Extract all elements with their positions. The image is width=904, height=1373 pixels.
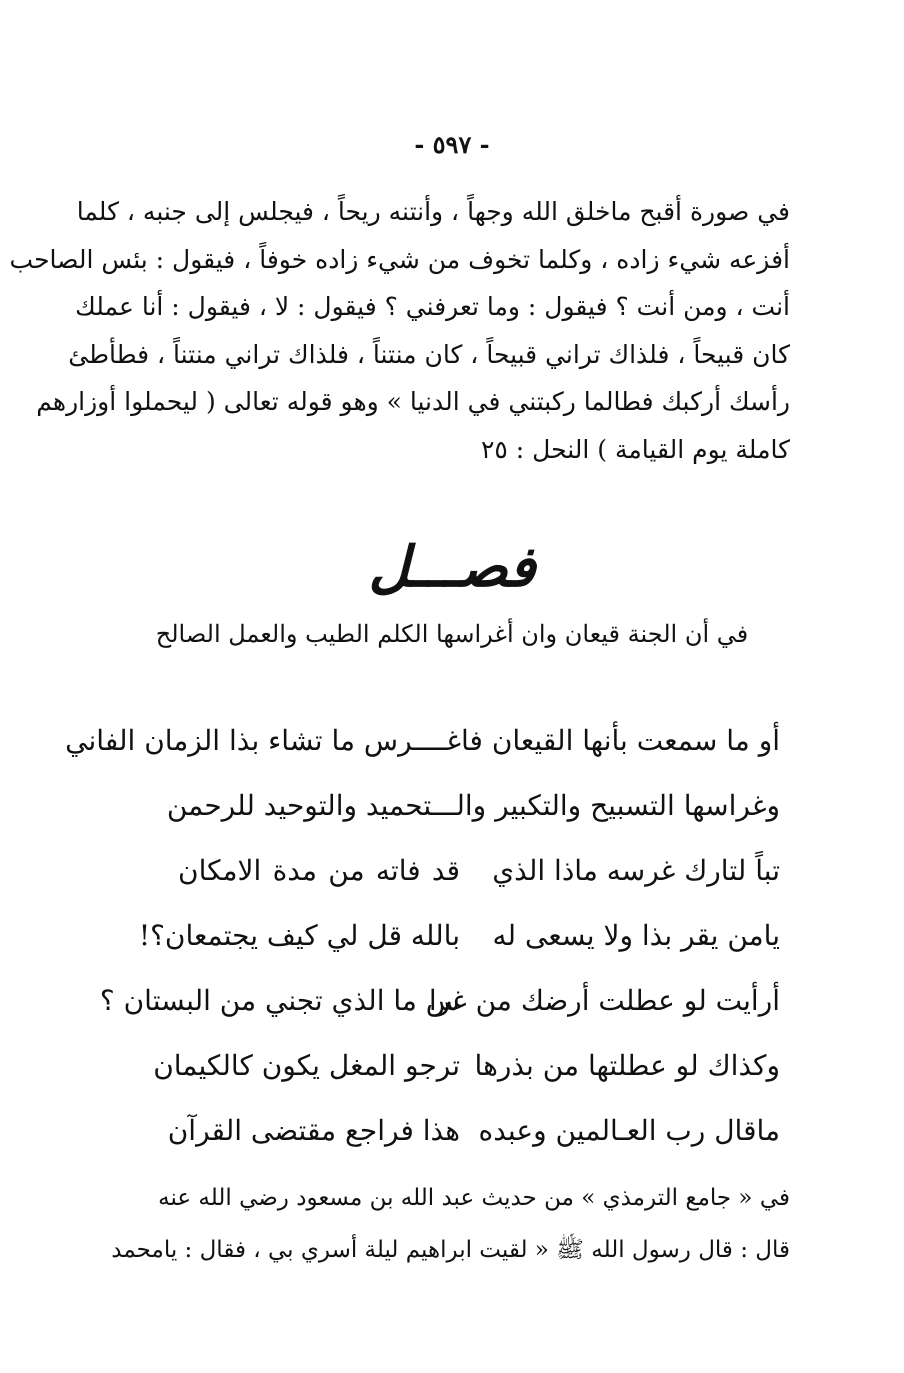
hemistich-second: س ما الذي تجني من البستان ؟ [99, 984, 460, 1017]
footer-line: في « جامع الترمذي » من حديث عبد الله بن مسعود رضي الله عنه [158, 1185, 790, 1211]
prose-line: كاملة يوم القيامة ) النحل : ٢٥ [480, 434, 790, 464]
poem-verse [153, 1033, 780, 1098]
hemistich-second: قد فاته من مدة الامكان [178, 854, 460, 887]
section-subtitle: في أن الجنة قيعان وان أغراسها الكلم الطيب والعمل الصالح [155, 620, 749, 648]
poem-verse [167, 1098, 780, 1163]
poem-verse [178, 838, 780, 903]
prose-line: رأسك أركبك فطالما ركبتني في الدنيا » وهو قوله تعالى ( ليحملوا أوزارهم [36, 387, 790, 416]
poem-verse [138, 903, 780, 968]
prose-line: أفزعه شيء زاده ، وكلما تخوف من شيء زاده خوفاً ، فيقول : بئس الصاحب [9, 244, 790, 274]
footer-paragraph [111, 1172, 790, 1276]
hemistich-first: تباً لتارك غرسه ماذا الذي [492, 854, 780, 887]
prose-paragraph [9, 188, 790, 473]
footer-line: قال : قال رسول الله ﷺ « لقيت ابراهيم ليلة أسري بي ، فقال : يامحمد [111, 1237, 790, 1263]
hemistich-first: أرأيت لو عطلت أرضك من غرا [428, 984, 780, 1017]
hemistich-first: يامن يقر بذا ولا يسعى له [492, 919, 780, 952]
page-number: - ٥٩٧ - [414, 130, 490, 159]
hemistich-second: هذا فراجع مقتضى القرآن [167, 1114, 460, 1147]
prose-line: أنت ، ومن أنت ؟ فيقول : وما تعرفني ؟ فيقول : لا ، فيقول : أنا عملك [75, 292, 790, 321]
hemistich-first: وكذاك لو عطلتها من بذرها [474, 1049, 780, 1082]
hemistich-first: ماقال رب العـالمين وعبده [478, 1114, 780, 1147]
prose-line: كان قبيحاً ، فلذاك تراني قبيحاً ، كان منتناً ، فلذاك تراني منتناً ، فطأطئ [68, 339, 790, 369]
poem [65, 708, 780, 1163]
hemistich-second: ترجو المغل يكون كالكيمان [153, 1049, 460, 1082]
poem-verse [99, 968, 780, 1033]
poem-verse: وغراسها التسبيح والتكبير والـــتحميد والتوحيد للرحمن [166, 789, 780, 822]
poem-verse: أو ما سمعت بأنها القيعان فاغــــرس ما تشاء بذا الزمان الفاني [65, 724, 780, 757]
hemistich-second: بالله قل لي كيف يجتمعان؟! [138, 919, 460, 952]
section-heading: فصـــل [368, 534, 536, 600]
prose-line: في صورة أقبح ماخلق الله وجهاً ، وأنتنه ريحاً ، فيجلس إلى جنبه ، كلما [76, 197, 790, 226]
